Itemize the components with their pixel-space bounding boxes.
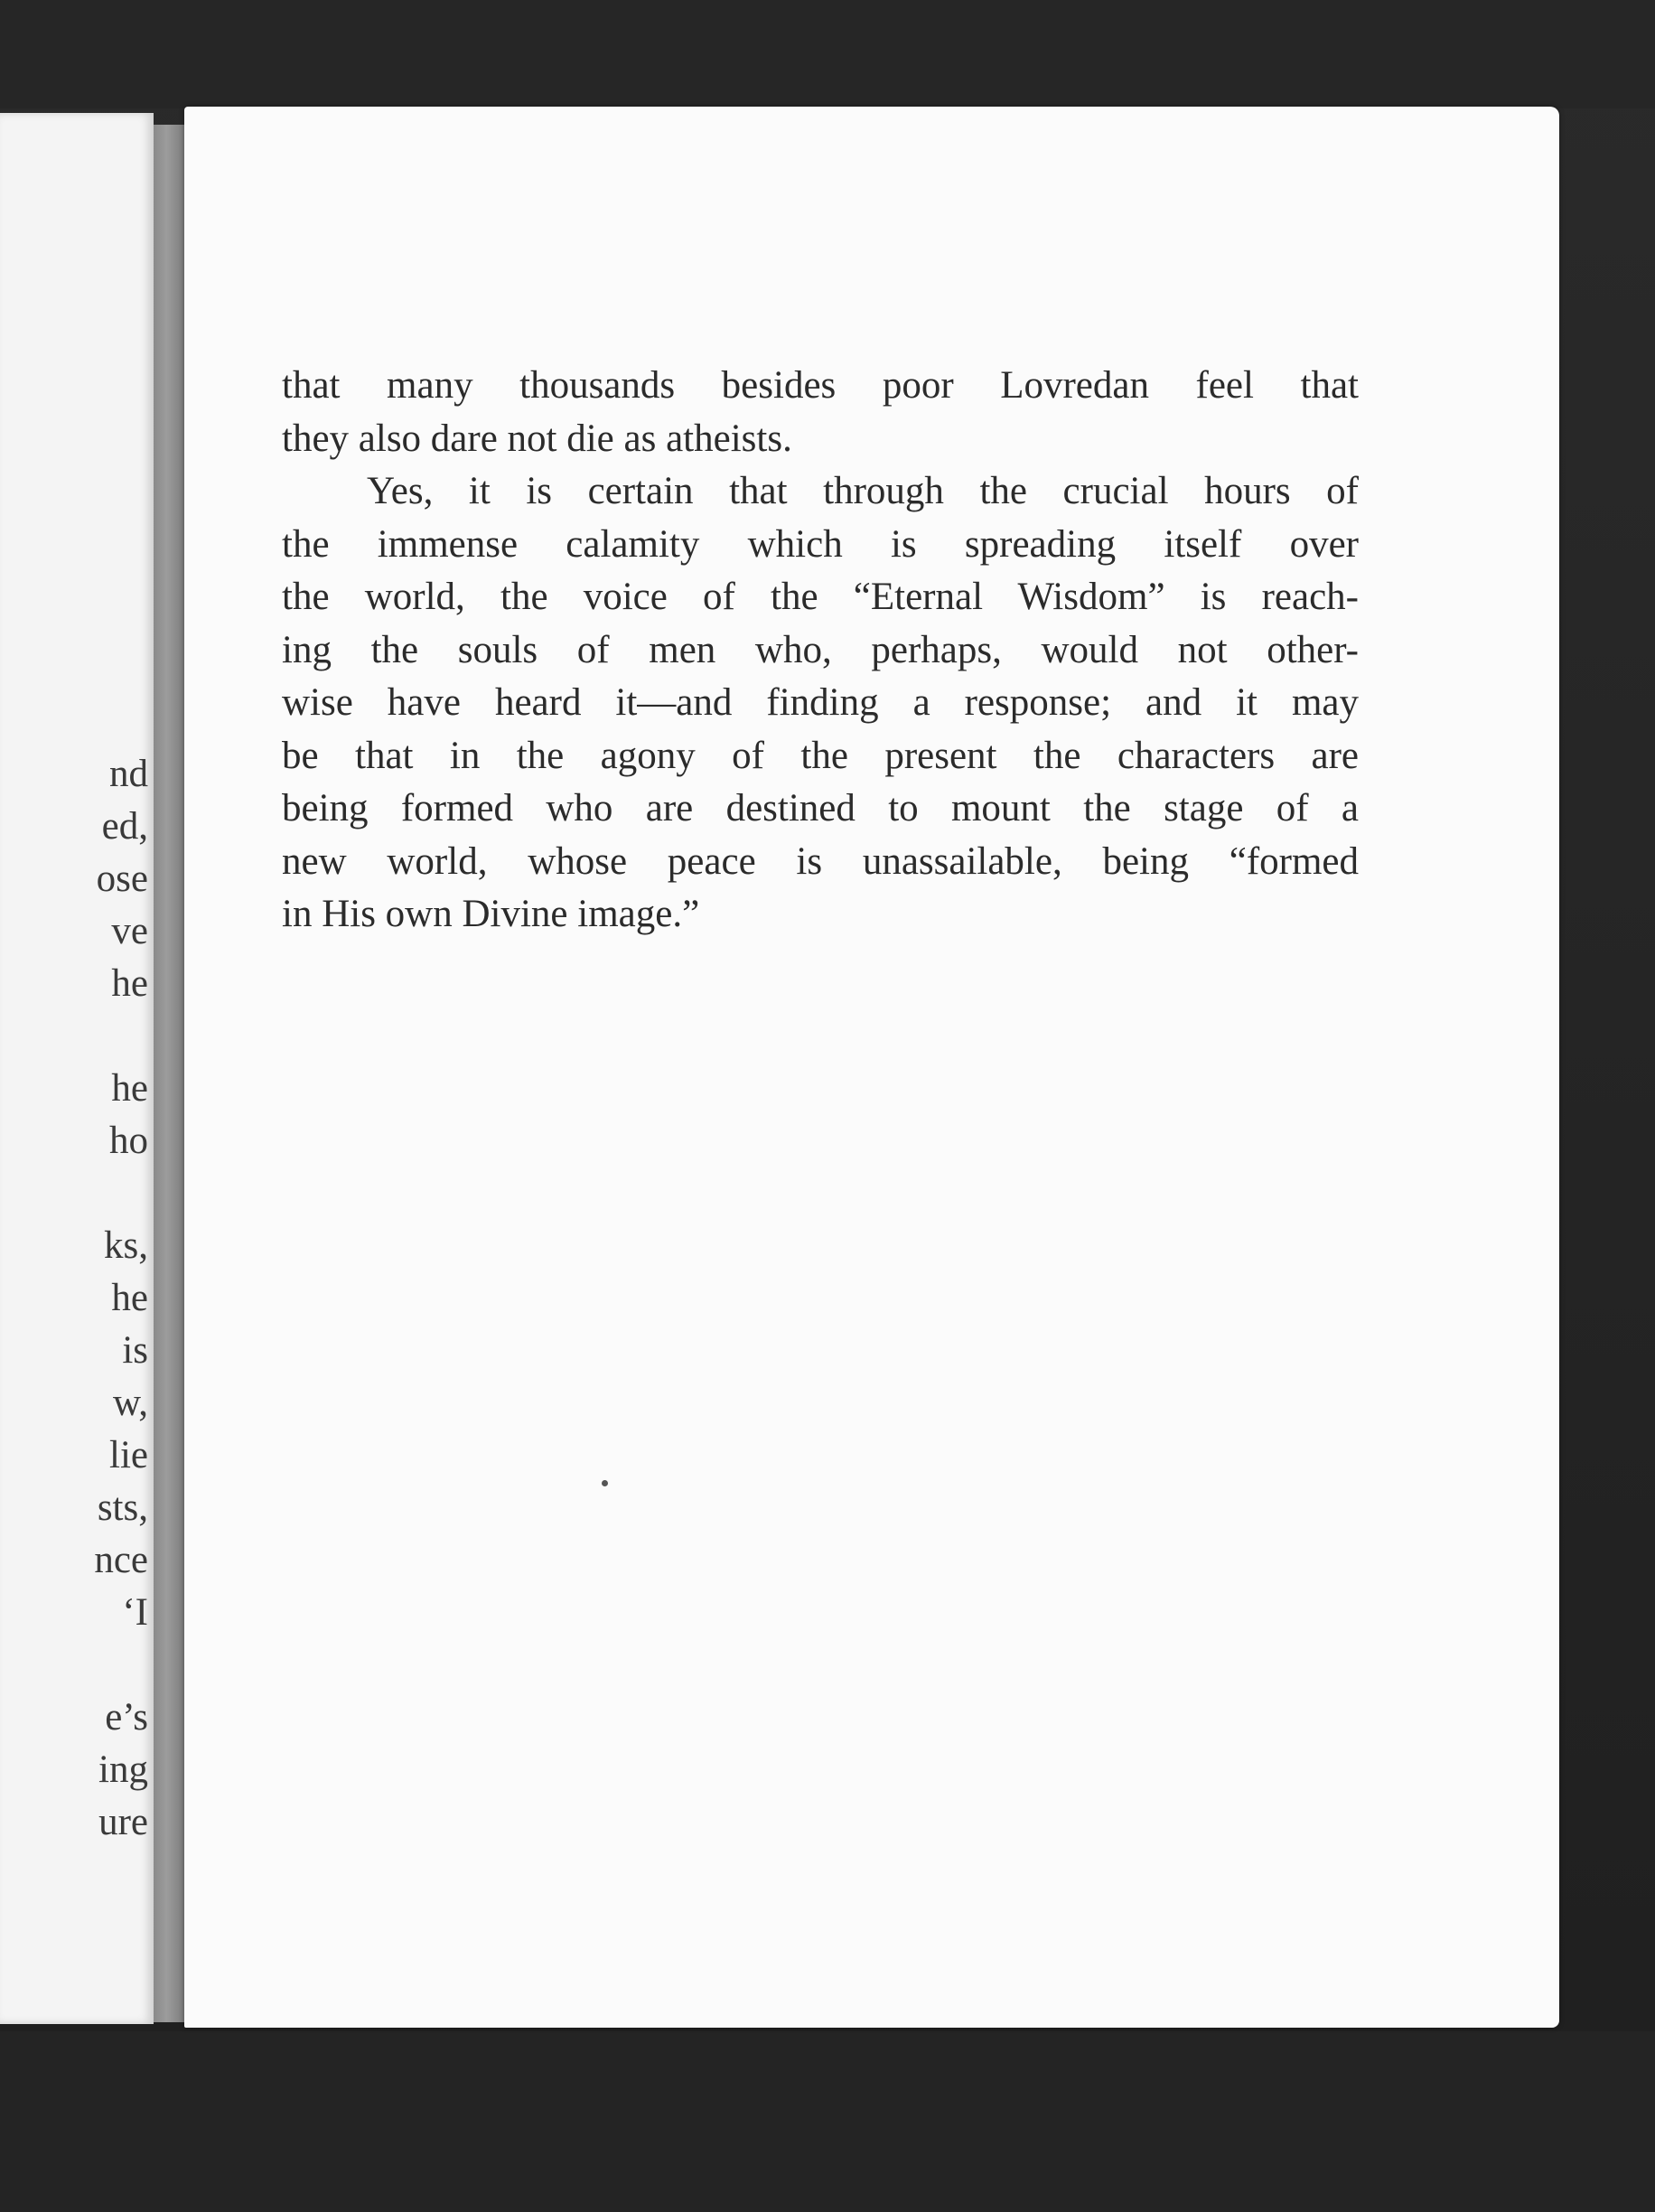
left-page-fragment: ose — [96, 858, 148, 900]
left-page-fragment: ho — [109, 1120, 148, 1162]
left-page-fragment: sts, — [97, 1486, 148, 1529]
text-line: wise have heard it—and finding a response; and it may — [282, 681, 1359, 724]
text-line: the world, the voice of the “Eternal Wisdom” is reach- — [282, 576, 1359, 618]
left-page-fragment: he — [111, 1067, 148, 1110]
left-page-fragment: nd — [109, 753, 148, 795]
left-page-fragment: w, — [112, 1382, 148, 1424]
right-page — [184, 107, 1559, 2028]
text-line: in His own Divine image.” — [282, 893, 700, 935]
text-line: new world, whose peace is unassailable, being “formed — [282, 839, 1359, 883]
left-page-fragment: nce — [94, 1539, 148, 1581]
left-facing-page — [0, 113, 154, 2024]
film-frame-top — [0, 0, 1655, 108]
left-page-fragment: he — [111, 1277, 148, 1319]
left-page-fragment: ing — [98, 1748, 148, 1791]
text-line: be that in the agony of the present the characters are — [282, 734, 1359, 777]
paragraph-first-line: Yes, it is certain that through the crucial hours of — [367, 470, 1359, 512]
left-page-fragment: ure — [98, 1801, 148, 1843]
text-line: that many thousands besides poor Lovredan feel that — [282, 364, 1359, 407]
film-frame-bottom — [0, 2031, 1655, 2212]
text-line: they also dare not die as atheists. — [282, 417, 792, 460]
left-page-fragment: ks, — [104, 1224, 148, 1267]
text-line: ing the souls of men who, perhaps, would not other- — [282, 628, 1359, 671]
left-page-fragment: he — [111, 962, 148, 1005]
left-page-fragment: ve — [111, 910, 148, 952]
left-page-fragment: is — [122, 1329, 148, 1372]
dust-speck — [602, 1480, 608, 1486]
left-page-fragment: e’s — [105, 1696, 148, 1739]
left-page-fragment: ed, — [101, 805, 148, 848]
text-line: the immense calamity which is spreading itself over — [282, 522, 1359, 566]
text-line: being formed who are destined to mount the stage of a — [282, 787, 1359, 830]
left-page-fragment: ‘I — [122, 1591, 148, 1634]
left-page-fragment: lie — [109, 1434, 148, 1476]
body-text — [282, 360, 1359, 942]
page-gutter — [154, 125, 186, 2022]
